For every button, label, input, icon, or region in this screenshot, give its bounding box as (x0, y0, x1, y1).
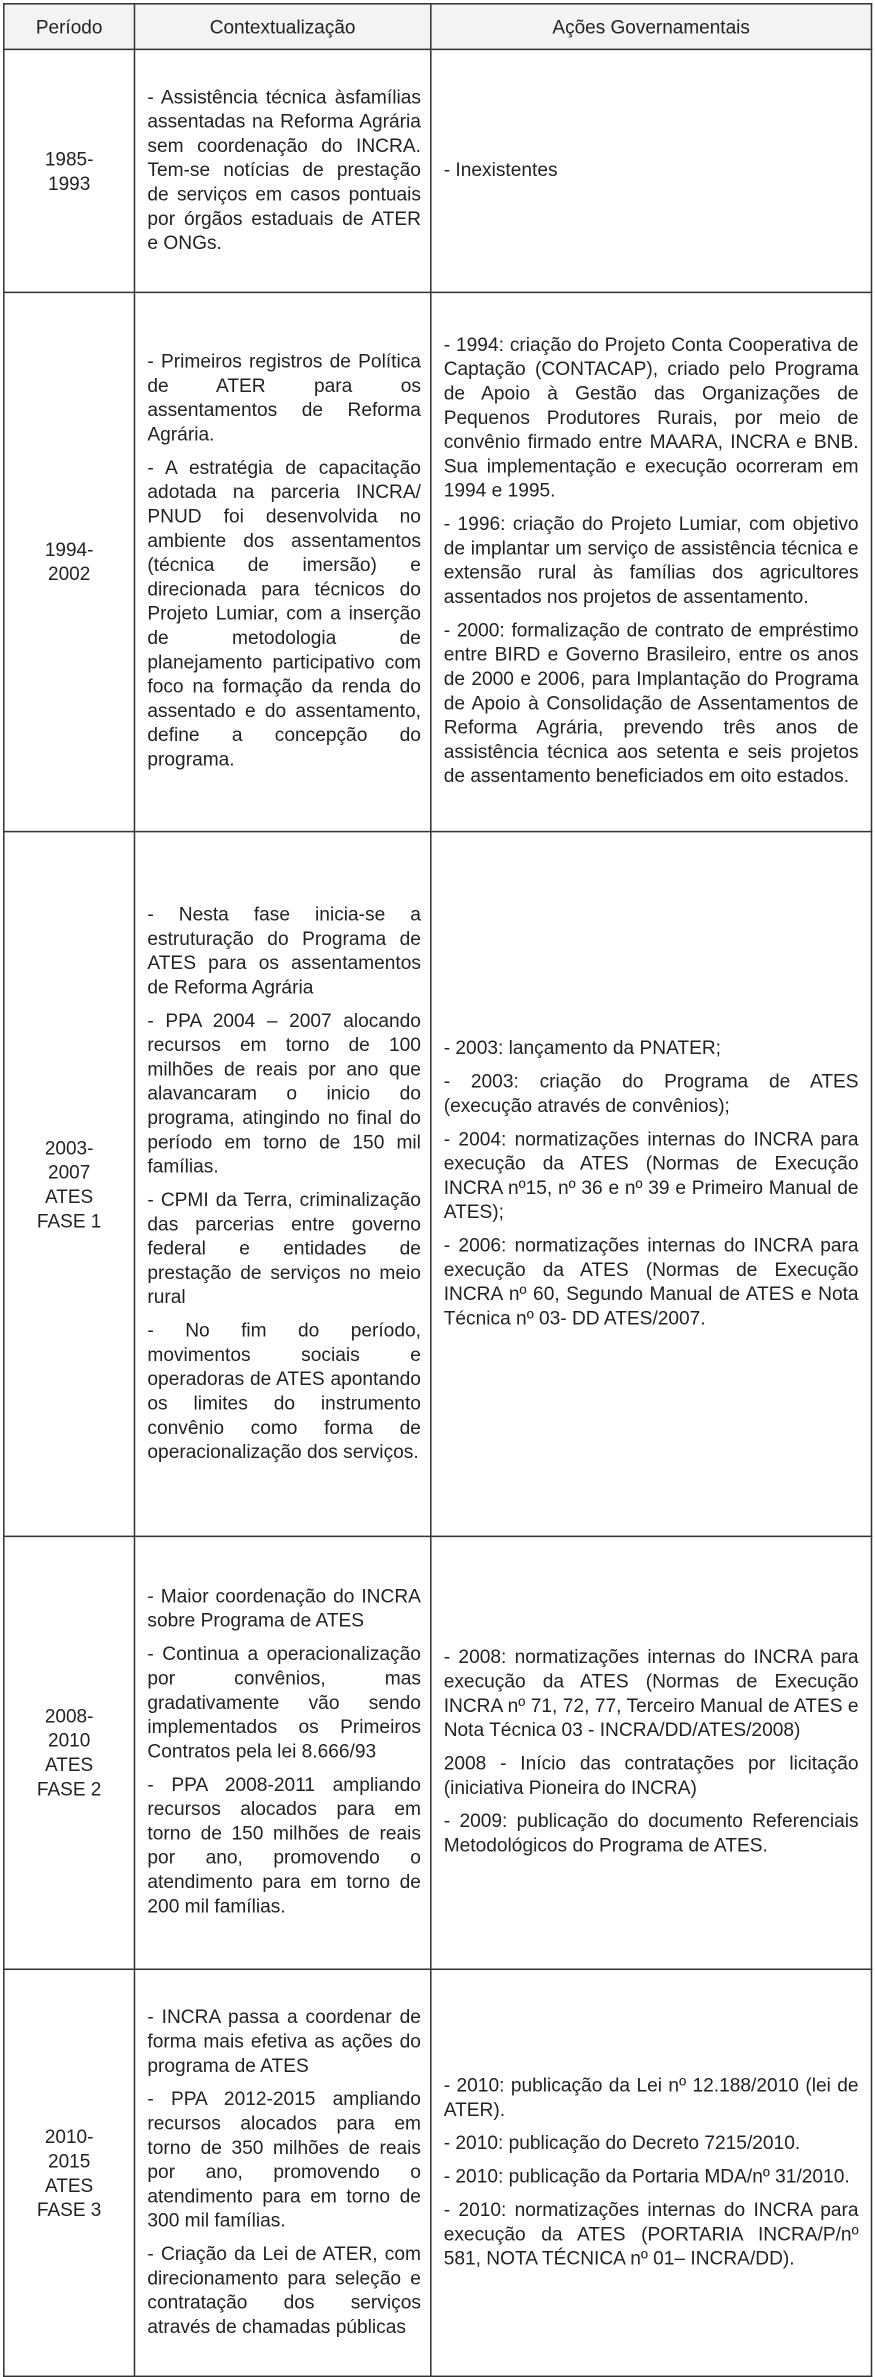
action-item: - 2010: publicação da Portaria MDA/nº 31/2010. (443, 2165, 850, 2187)
context-item: - Continua a operacionalização por convênios, mas gradativamente vão sendo implementados os Primeiros Contratos pela lei 8.666/93 (147, 1643, 421, 1762)
action-item: - 2004: normatizações internas do INCRA para execução da ATES (Normas de Execução INCRA nº15, nº 36 e nº 39 e Primeiro Manual de ATES); (443, 1127, 859, 1222)
period-line: 2010 (48, 1730, 91, 1752)
action-item: - 1994: criação do Projeto Conta Cooperativa de Captação (CONTACAP), criado pelo Programa de Apoio à Gestão das Organizações de Pequenos Produtores Rurais, por meio de convênio firmado entre MAARA, INCRA e BNB. Sua implementação e execução ocorreram em 1994 e 1995. (443, 334, 859, 502)
action-item: - 2010: publicação da Lei nº 12.188/2010 (lei de ATER). (443, 2074, 859, 2120)
context-item: - PPA 2004 – 2007 alocando recursos em torno de 100 milhões de reais por ano que alavancaram o inicio do programa, atingindo no final do período em torno de 150 mil famílias. (147, 1009, 421, 1177)
period-line: FASE 1 (36, 1209, 102, 1232)
context-item: - Nesta fase inicia-se a estruturação do Programa de ATES para os assentamentos de Reforma Agrária (147, 902, 421, 998)
action-item: - 1996: criação do Projeto Lumiar, com objetivo de implantar um serviço de assistência técnica e extensão rural às famílias dos agricultores assentados nos projetos de assentamento. (443, 513, 859, 608)
action-item: - 2010: normatizações internas do INCRA para execução da ATES (PORTARIA INCRA/P/nº 581, NOTA TÉCNICA nº 01– INCRA/DD). (443, 2198, 859, 2269)
header-period: Período (4, 4, 135, 50)
context-item: - Assistência técnica àsfamílias assentadas na Reforma Agrária sem coordenação do INCRA. Tem-se notícias de prestação de serviços em casos pontuais por órgãos estaduais de ATER e ONGs. (147, 85, 421, 253)
ates-history-table (3, 3, 872, 2377)
period-line: FASE 2 (36, 1778, 102, 1800)
context-item: - PPA 2008-2011 ampliando recursos alocados para em torno de 150 milhões de reais por ano, promovendo o atendimento para em torno de 200 mil famílias. (147, 1774, 421, 1917)
table-row (4, 49, 872, 292)
context-cell (134, 292, 430, 831)
action-item: - 2003: criação do Programa de ATES (execução através de convênios); (443, 1070, 859, 1116)
context-cell (134, 1536, 430, 1969)
table-row (4, 292, 872, 831)
table-row (4, 1969, 872, 2376)
period-line: 2015 (48, 2150, 91, 2172)
period-line: 2007 (48, 1161, 91, 1183)
period-cell (4, 49, 135, 292)
context-item: - Maior coordenação do INCRA sobre Programa de ATES (147, 1585, 421, 1632)
actions-cell (431, 832, 872, 1537)
table-row (4, 1536, 872, 1969)
context-item: - PPA 2012-2015 ampliando recursos alocados para em torno de 350 milhões de reais por ano, promovendo o atendimento para em torno de 300 mil famílias. (147, 2087, 421, 2231)
period-line: ATES (45, 1185, 94, 1207)
period-line: ATES (45, 1754, 94, 1776)
period-line: 2002 (48, 563, 91, 585)
period-line: ATES (45, 2174, 94, 2196)
context-item: - Criação da Lei de ATER, com direcionamento para seleção e contratação dos serviços através de chamadas públicas (147, 2242, 421, 2337)
context-cell (134, 832, 430, 1537)
action-item: - 2009: publicação do documento Referenciais Metodológicos do Programa de ATES. (443, 1810, 859, 1857)
action-item: - 2010: publicação do Decreto 7215/2010. (443, 2131, 801, 2154)
period-line: 2003- (44, 1136, 94, 1159)
action-item: - 2006: normatizações internas do INCRA para execução da ATES (Normas de Execução INCRA nº 60, Segundo Manual de ATES e Nota Técnica nº 03- DD ATES/2007. (443, 1234, 859, 1329)
context-cell (134, 49, 430, 292)
header-context: Contextualização (134, 4, 430, 50)
context-item: - A estratégia de capacitação adotada na parceria INCRA/ PNUD foi desenvolvida no ambiente dos assentamentos (técnica de imersão) e direcionada para técnicos do Projeto Lumiar, com a inserção de metodologia de planejamento participativo com foco na formação da renda do assentado e do assentamento, define a concepção do programa. (147, 457, 421, 771)
action-item: - 2003: lançamento da PNATER; (443, 1036, 722, 1058)
actions-cell (431, 1969, 872, 2376)
action-item: - 2008: normatizações internas do INCRA para execução da ATES (Normas de Execução INCRA nº 71, 72, 77, Terceiro Manual de ATES e Nota Técnica 03 - INCRA/DD/ATES/2008) (443, 1646, 859, 1741)
period-line: 1985- (44, 148, 94, 170)
period-cell (4, 1536, 135, 1969)
actions-cell (431, 1536, 872, 1969)
header-actions: Ações Governamentais (431, 4, 872, 50)
period-line: 1994- (44, 539, 94, 561)
table-row (4, 832, 872, 1537)
action-item: - 2000: formalização de contrato de empréstimo entre BIRD e Governo Brasileiro, entre os anos de 2000 e 2006, para Implantação do Programa de Apoio à Consolidação de Assentamentos de Reforma Agrária, prevendo três anos de assistência técnica aos setenta e seis projetos de assentamento beneficiados em oito estados. (443, 619, 859, 787)
context-item: - Primeiros registros de Política de ATER para os assentamentos de Reforma Agrária. (147, 350, 421, 446)
action-item: 2008 - Início das contratações por licitação (iniciativa Pioneira do INCRA) (443, 1752, 859, 1799)
table-header-row (4, 4, 872, 50)
action-item: - Inexistentes (443, 158, 558, 180)
period-cell (4, 832, 135, 1537)
context-cell (134, 1969, 430, 2376)
actions-cell (431, 49, 872, 292)
context-item: - CPMI da Terra, criminalização das parcerias entre governo federal e entidades de prestação de serviços no meio rural (147, 1188, 421, 1308)
period-cell (4, 1969, 135, 2376)
period-cell (4, 292, 135, 831)
period-line: 2008- (44, 1705, 94, 1727)
period-line: 2010- (44, 2125, 94, 2147)
actions-cell (431, 292, 872, 831)
context-item: - No fim do período, movimentos sociais e operadoras de ATES apontando os limites do instrumento convênio como forma de operacionalização dos serviços. (147, 1319, 421, 1462)
period-line: 1993 (48, 172, 91, 194)
context-item: - INCRA passa a coordenar de forma mais efetiva as ações do programa de ATES (147, 2005, 421, 2076)
period-line: FASE 3 (36, 2198, 102, 2220)
